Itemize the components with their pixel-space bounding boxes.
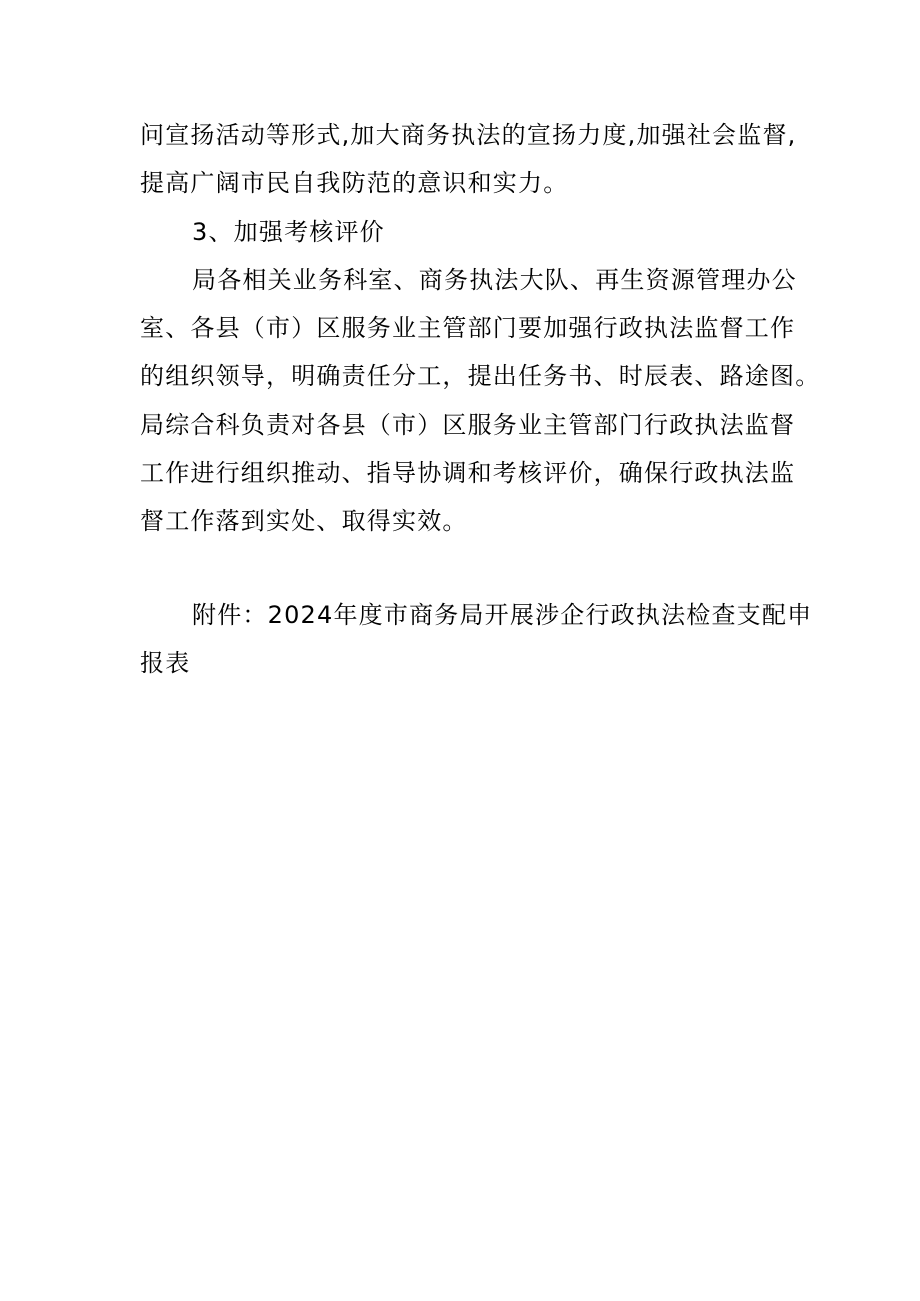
body-text [140, 111, 821, 546]
paragraph-line: 局综合科负责对各县（市）区服务业主管部门行政执法监督 [140, 410, 796, 439]
paragraph-line: 的组织领导，明确责任分工，提出任务书、时辰表、路途图。 [140, 362, 821, 391]
paragraph-line: 工作进行组织推动、指导协调和考核评价，确保行政执法监 [140, 459, 796, 488]
attachment-note [140, 591, 813, 688]
paragraph-line: 督工作落到实处、取得实效。 [140, 507, 468, 536]
paragraph-line: 局各相关业务科室、商务执法大队、再生资源管理办公 [192, 265, 797, 294]
paragraph-line: 问宣扬活动等形式,加大商务执法的宣扬力度,加强社会监督, [140, 121, 797, 149]
paragraph-line: 室、各县（市）区服务业主管部门要加强行政执法监督工作 [140, 314, 796, 343]
section-heading: 3、加强考核评价 [192, 217, 385, 246]
attachment-line: 报表 [140, 649, 191, 678]
paragraph-line: 提高广阔市民自我防范的意识和实力。 [140, 169, 569, 198]
attachment-line: 附件：2024年度市商务局开展涉企行政执法检查支配申 [192, 601, 813, 629]
